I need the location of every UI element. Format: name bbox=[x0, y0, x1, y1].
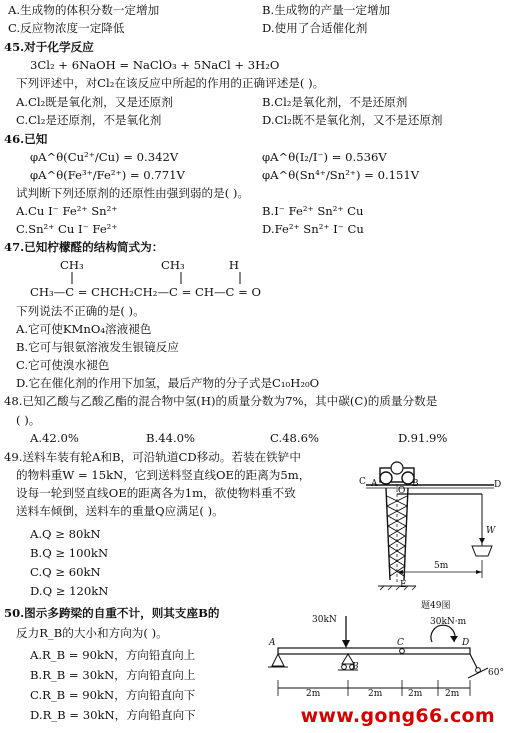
q50-label-d: D bbox=[462, 638, 470, 648]
q48-option-b: B.44.0% bbox=[146, 431, 196, 445]
q48-line1: 48.已知乙酸与乙酸乙酯的混合物中氢(H)的质量分数为7%，其中碳(C)的质量分数是 bbox=[4, 394, 438, 408]
q47-option-b: B.它可与银氨溶液发生银镜反应 bbox=[16, 340, 179, 354]
q46-option-d: D.Fe²⁺ Sn²⁺ I⁻ Cu bbox=[262, 222, 364, 236]
q45-option-a: A.Cl₂既是氧化剂，又是还原剂 bbox=[16, 95, 173, 109]
q45-option-b: B.Cl₂是氧化剂，不是还原剂 bbox=[262, 95, 408, 109]
q49-label-5m: 5m bbox=[434, 561, 449, 571]
q46-option-c: C.Sn²⁺ Cu I⁻ Fe²⁺ bbox=[16, 222, 118, 236]
q46-stem: 试判断下列还原剂的还原性由强到弱的是( )。 bbox=[16, 186, 250, 200]
q50-label-moment: 30kN·m bbox=[430, 617, 467, 627]
q50-figure bbox=[262, 612, 506, 712]
beam bbox=[278, 648, 470, 654]
q50-label-c: C bbox=[397, 638, 404, 648]
q49-line1: 49.送料车装有轮A和B，可沿轨道CD移动。若装在铁铲中 bbox=[4, 450, 301, 464]
q50-option-a: A.R_B = 90kN，方向铅直向上 bbox=[30, 648, 196, 662]
q49-label-a: A bbox=[371, 479, 378, 489]
q49-option-c: C.Q ≥ 60kN bbox=[30, 565, 101, 579]
q47-title: 47.已知柠檬醛的结构简式为： bbox=[4, 240, 164, 254]
q44-option-b: B.生成物的产量一定增加 bbox=[262, 3, 391, 17]
q50-label-angle: 60° bbox=[488, 668, 504, 678]
wheel-a bbox=[380, 472, 392, 484]
q50-option-c: C.R_B = 90kN，方向铅直向下 bbox=[30, 688, 196, 702]
q48-option-a: A.42.0% bbox=[30, 431, 79, 445]
q50-option-b: B.R_B = 30kN，方向铅直向上 bbox=[30, 668, 196, 682]
q45-stem: 下列评述中，对Cl₂在该反应中所起的作用的正确评述是( )。 bbox=[16, 76, 325, 90]
q49-line3: 设每一轮到竖直线OE的距离各为1m，欲使物料重不致 bbox=[16, 486, 296, 500]
q49-figure-caption: 题49图 bbox=[421, 601, 451, 611]
q45-equation: 3Cl₂ + 6NaOH = NaClO₃ + 5NaCl + 3H₂O bbox=[30, 58, 280, 72]
q45-option-d: D.Cl₂既不是氧化剂，又不是还原剂 bbox=[262, 113, 443, 127]
q48-line2: ( )。 bbox=[16, 413, 41, 427]
q50-option-d: D.R_B = 30kN，方向铅直向下 bbox=[30, 708, 196, 722]
q45-option-c: C.Cl₂是还原剂，不是氧化剂 bbox=[16, 113, 162, 127]
watermark: www.gong66.com bbox=[300, 705, 495, 727]
q46-potential-i2: φA^θ(I₂/I⁻) = 0.536V bbox=[262, 150, 387, 164]
q50-label-a: A bbox=[269, 638, 276, 648]
q47-option-d: D.它在催化剂的作用下加氢，最后产物的分子式是C₁₀H₂₀O bbox=[16, 376, 320, 390]
q47-structure-main: CH₃—C = CHCH₂CH₂—C = CH—C = O bbox=[30, 285, 262, 299]
q46-option-b: B.I⁻ Fe²⁺ Sn²⁺ Cu bbox=[262, 204, 364, 218]
q46-potential-sn: φA^θ(Sn⁴⁺/Sn²⁺) = 0.151V bbox=[262, 168, 420, 182]
q49-label-e: E bbox=[400, 580, 407, 590]
q49-option-a: A.Q ≥ 80kN bbox=[30, 527, 101, 541]
q46-potential-cu: φA^θ(Cu²⁺/Cu) = 0.342V bbox=[30, 150, 179, 164]
q49-label-c: C bbox=[359, 477, 366, 487]
q49-label-b: B bbox=[412, 479, 419, 489]
q45-title: 45.对于化学反应 bbox=[4, 40, 94, 54]
q49-label-o: O bbox=[398, 486, 406, 496]
q48-option-c: C.48.6% bbox=[270, 431, 319, 445]
q50-line1: 50.图示多跨梁的自重不计，则其支座B的 bbox=[4, 606, 220, 620]
q49-option-d: D.Q ≥ 120kN bbox=[30, 584, 109, 598]
q49-label-d: D bbox=[494, 480, 502, 490]
q50-label-dim3: 2m bbox=[408, 689, 423, 699]
q49-line2: 的物料重W = 15kN，它到送料竖直线OE的距离为5m， bbox=[16, 468, 311, 482]
q47-structure-bonds bbox=[60, 272, 260, 286]
q48-option-d: D.91.9% bbox=[398, 431, 448, 445]
q44-option-a: A.生成物的体积分数一定增加 bbox=[8, 3, 160, 17]
q44-option-c: C.反应物浓度一定降低 bbox=[8, 21, 125, 35]
q44-option-d: D.使用了合适催化剂 bbox=[262, 21, 368, 35]
q47-stem: 下列说法不正确的是( )。 bbox=[16, 304, 145, 318]
q46-title: 46.已知 bbox=[4, 132, 48, 146]
q50-label-dim4: 2m bbox=[445, 689, 460, 699]
q46-potential-fe: φA^θ(Fe³⁺/Fe²⁺) = 0.771V bbox=[30, 168, 185, 182]
q46-option-a: A.Cu I⁻ Fe²⁺ Sn²⁺ bbox=[16, 204, 118, 218]
q49-line4: 送料车倾倒，送料车的重量Q应满足( )。 bbox=[16, 504, 224, 518]
q47-structure-top: CH₃ CH₃ H bbox=[60, 258, 239, 272]
q50-label-force: 30kN bbox=[312, 615, 337, 625]
q50-label-b: B bbox=[352, 662, 359, 672]
q47-option-a: A.它可使KMnO₄溶液褪色 bbox=[16, 322, 152, 336]
q50-line2: 反力R_B的大小和方向为( )。 bbox=[16, 626, 168, 640]
q49-figure bbox=[356, 448, 506, 598]
q50-label-dim2: 2m bbox=[368, 689, 383, 699]
q47-option-c: C.它可使溴水褪色 bbox=[16, 358, 110, 372]
q49-label-w: W bbox=[486, 526, 496, 536]
q49-option-b: B.Q ≥ 100kN bbox=[30, 546, 109, 560]
q50-label-dim1: 2m bbox=[306, 689, 321, 699]
